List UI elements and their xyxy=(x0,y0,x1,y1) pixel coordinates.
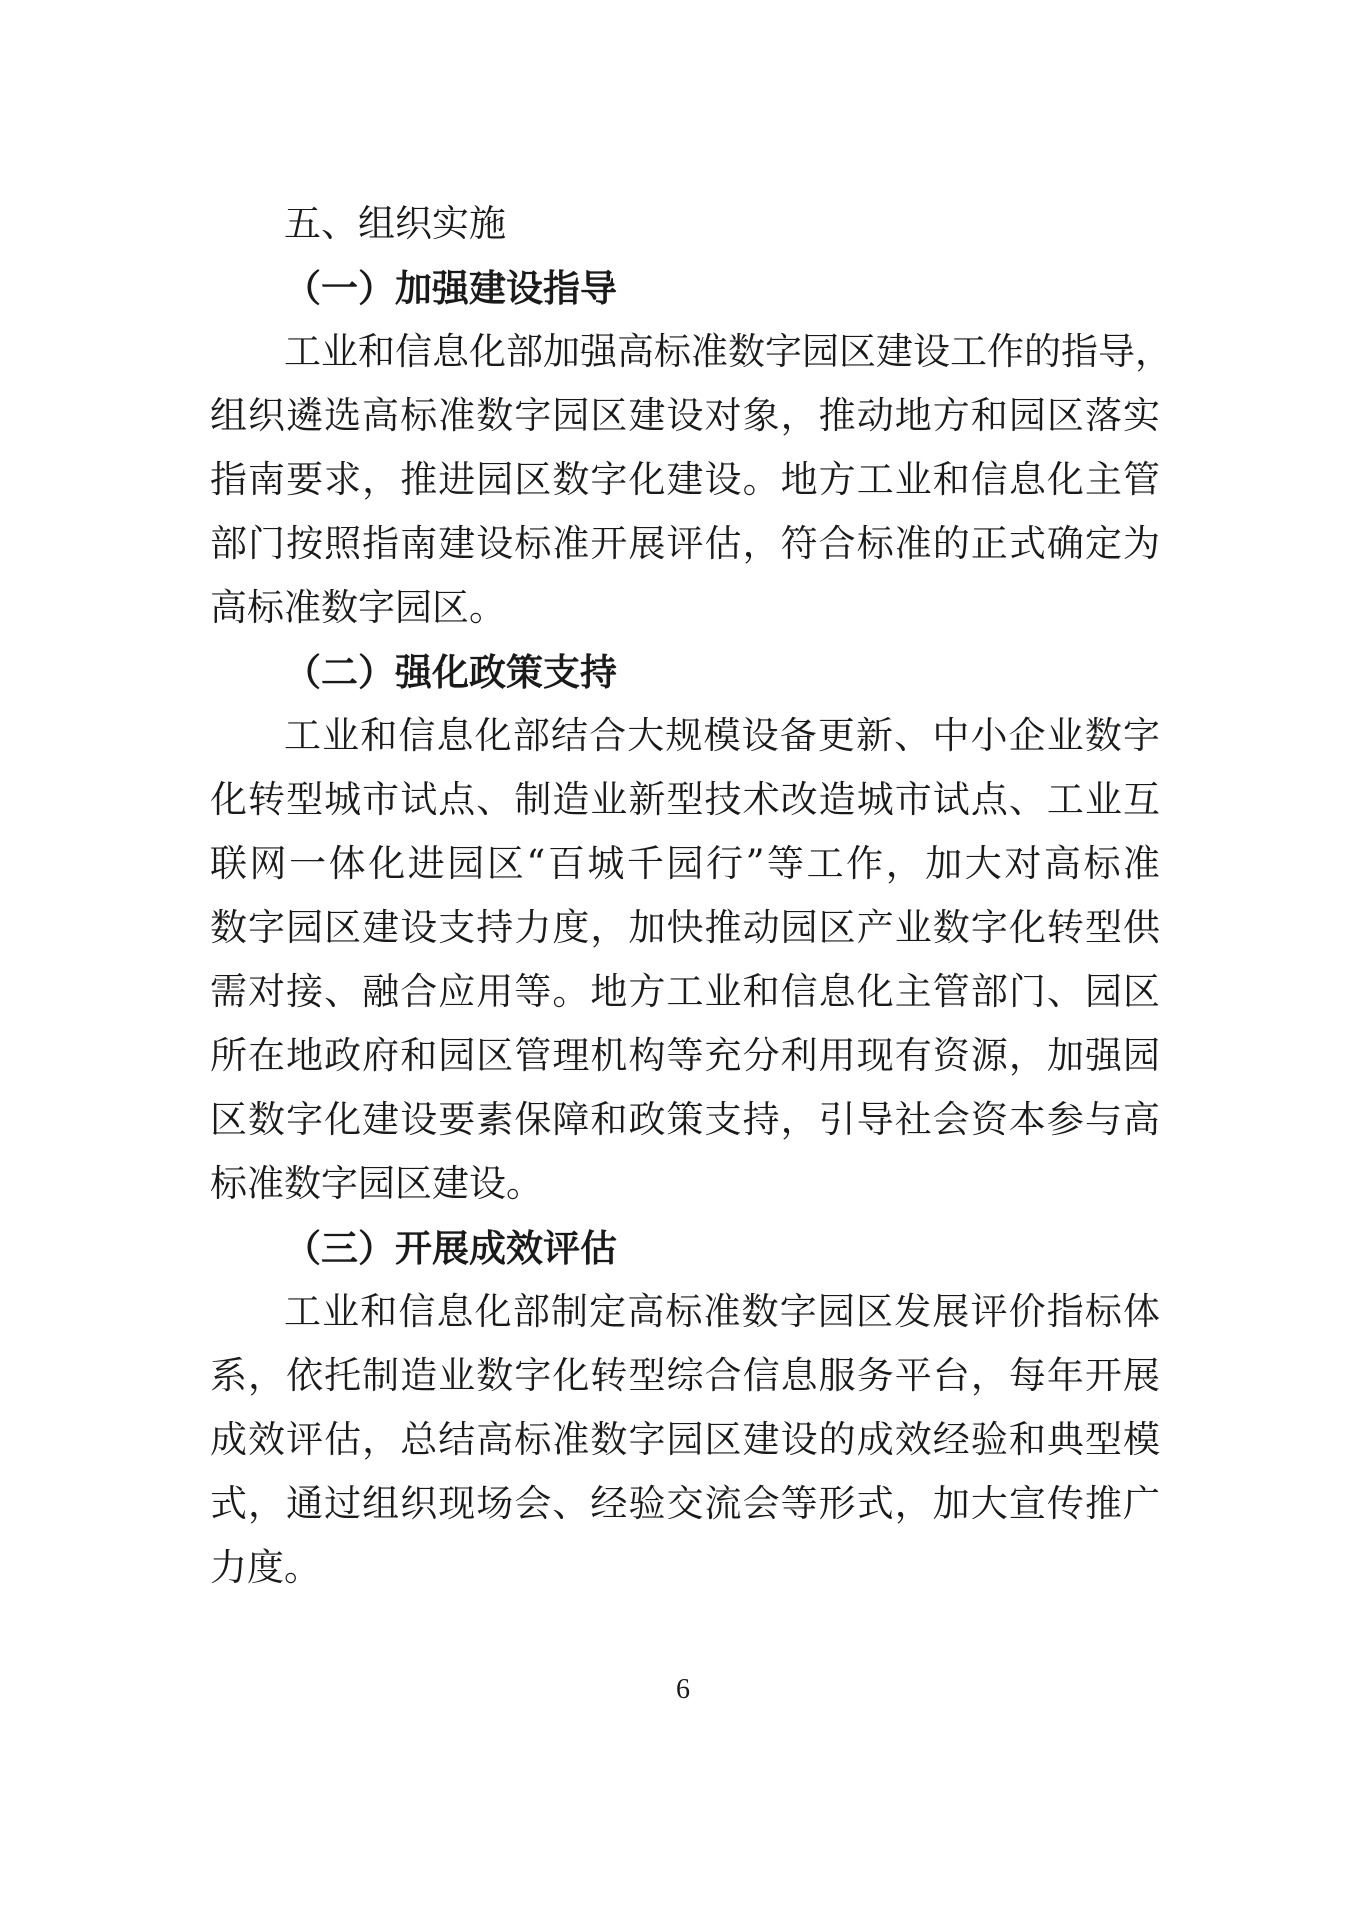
paragraph-line: 式，通过组织现场会、经验交流会等形式，加大宣传推广 xyxy=(210,1482,1160,1525)
paragraph-line: 所在地政府和园区管理机构等充分利用现有资源，加强园 xyxy=(210,1034,1160,1077)
paragraph xyxy=(210,320,1172,640)
paragraph-line: 系，依托制造业数字化转型综合信息服务平台，每年开展 xyxy=(210,1354,1160,1397)
paragraph-line: 工业和信息化部结合大规模设备更新、中小企业数字 xyxy=(284,714,1160,757)
paragraph-line: 区数字化建设要素保障和政策支持，引导社会资本参与高 xyxy=(210,1098,1160,1141)
paragraph-line: 成效评估，总结高标准数字园区建设的成效经验和典型模 xyxy=(210,1418,1160,1461)
subsection-heading: （二）强化政策支持 xyxy=(284,650,617,694)
paragraph-line: 高标准数字园区。 xyxy=(210,586,506,629)
paragraph-line: 指南要求，推进园区数字化建设。地方工业和信息化主管 xyxy=(210,458,1160,501)
paragraph-line: 部门按照指南建设标准开展评估，符合标准的正式确定为 xyxy=(210,522,1160,565)
paragraph-line: 工业和信息化部加强高标准数字园区建设工作的指导， xyxy=(284,330,1172,373)
paragraph xyxy=(210,704,1160,1216)
paragraph xyxy=(210,1280,1160,1600)
paragraph-line: 联网一体化进园区“百城千园行”等工作，加大对高标准 xyxy=(210,842,1160,885)
paragraph-line: 工业和信息化部制定高标准数字园区发展评价指标体 xyxy=(284,1290,1160,1333)
paragraph-line: 标准数字园区建设。 xyxy=(210,1162,543,1205)
section-heading: 五、组织实施 xyxy=(284,202,506,245)
paragraph-line: 力度。 xyxy=(210,1546,321,1589)
subsection-heading: （三）开展成效评估 xyxy=(284,1226,617,1270)
paragraph-line: 组织遴选高标准数字园区建设对象，推动地方和园区落实 xyxy=(210,394,1160,437)
page-content xyxy=(210,192,1172,1600)
paragraph-line: 需对接、融合应用等。地方工业和信息化主管部门、园区 xyxy=(210,970,1160,1013)
subsection-heading: （一）加强建设指导 xyxy=(284,266,617,310)
paragraph-line: 化转型城市试点、制造业新型技术改造城市试点、工业互 xyxy=(210,778,1160,821)
paragraph-line: 数字园区建设支持力度，加快推动园区产业数字化转型供 xyxy=(210,906,1160,949)
page-number: 6 xyxy=(676,1674,690,1705)
